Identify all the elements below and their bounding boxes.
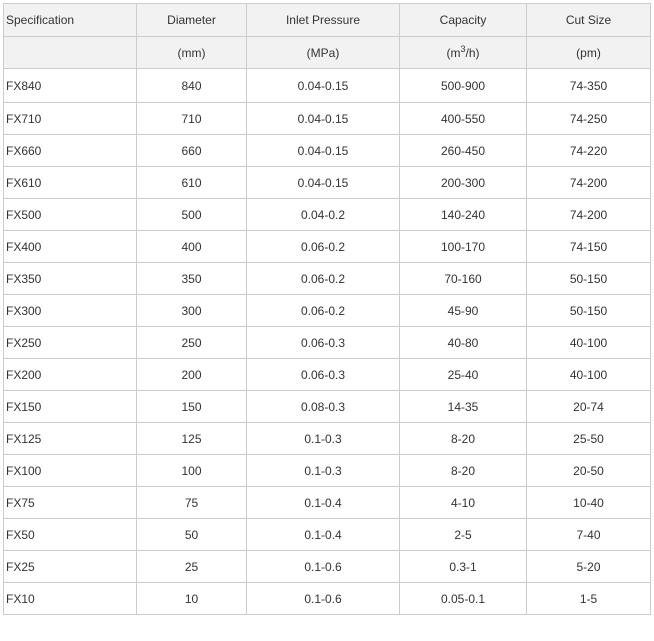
cell-diameter: 350 <box>137 263 247 295</box>
table-row <box>4 519 651 551</box>
cell-diameter: 840 <box>137 69 247 103</box>
cell-capacity: 500-900 <box>400 69 527 103</box>
cell-capacity: 8-20 <box>400 455 527 487</box>
table-row <box>4 487 651 519</box>
cell-diameter: 25 <box>137 551 247 583</box>
cell-diameter: 10 <box>137 583 247 615</box>
cell-specification: FX610 <box>4 167 137 199</box>
table-row <box>4 103 651 135</box>
cell-cut-size: 10-40 <box>527 487 651 519</box>
cell-inlet-pressure: 0.06-0.3 <box>247 327 400 359</box>
cell-capacity: 400-550 <box>400 103 527 135</box>
cell-capacity: 8-20 <box>400 423 527 455</box>
cell-specification: FX350 <box>4 263 137 295</box>
unit-capacity <box>400 37 527 69</box>
cell-specification: FX50 <box>4 519 137 551</box>
cell-inlet-pressure: 0.1-0.6 <box>247 583 400 615</box>
header-diameter: Diameter <box>137 4 247 37</box>
cell-capacity: 100-170 <box>400 231 527 263</box>
cell-specification: FX10 <box>4 583 137 615</box>
header-cut-size: Cut Size <box>527 4 651 37</box>
cell-cut-size: 74-250 <box>527 103 651 135</box>
cell-capacity: 45-90 <box>400 295 527 327</box>
cell-specification: FX710 <box>4 103 137 135</box>
cell-inlet-pressure: 0.04-0.15 <box>247 69 400 103</box>
table-header <box>4 4 651 69</box>
cell-cut-size: 40-100 <box>527 327 651 359</box>
cell-inlet-pressure: 0.04-0.15 <box>247 135 400 167</box>
table-row <box>4 551 651 583</box>
unit-capacity-prefix: (m <box>446 45 461 60</box>
cell-specification: FX100 <box>4 455 137 487</box>
specification-table <box>3 3 651 615</box>
cell-capacity: 25-40 <box>400 359 527 391</box>
table-row <box>4 295 651 327</box>
table-row <box>4 199 651 231</box>
cell-diameter: 200 <box>137 359 247 391</box>
header-unit-row <box>4 37 651 69</box>
cell-cut-size: 40-100 <box>527 359 651 391</box>
table-row <box>4 327 651 359</box>
cell-cut-size: 50-150 <box>527 295 651 327</box>
unit-specification <box>4 37 137 69</box>
cell-inlet-pressure: 0.1-0.3 <box>247 455 400 487</box>
cell-specification: FX840 <box>4 69 137 103</box>
cell-diameter: 100 <box>137 455 247 487</box>
cell-diameter: 150 <box>137 391 247 423</box>
header-specification: Specification <box>4 4 137 37</box>
cell-capacity: 4-10 <box>400 487 527 519</box>
cell-diameter: 610 <box>137 167 247 199</box>
cell-cut-size: 7-40 <box>527 519 651 551</box>
cell-specification: FX200 <box>4 359 137 391</box>
table-row <box>4 167 651 199</box>
cell-inlet-pressure: 0.1-0.4 <box>247 487 400 519</box>
cell-inlet-pressure: 0.04-0.15 <box>247 103 400 135</box>
cell-capacity: 70-160 <box>400 263 527 295</box>
cell-cut-size: 20-50 <box>527 455 651 487</box>
unit-cut-size: (pm) <box>527 37 651 69</box>
cell-specification: FX75 <box>4 487 137 519</box>
cell-capacity: 140-240 <box>400 199 527 231</box>
header-inlet-pressure: Inlet Pressure <box>247 4 400 37</box>
cell-inlet-pressure: 0.06-0.2 <box>247 263 400 295</box>
unit-pressure: (MPa) <box>247 37 400 69</box>
cell-diameter: 400 <box>137 231 247 263</box>
cell-cut-size: 74-220 <box>527 135 651 167</box>
cell-cut-size: 5-20 <box>527 551 651 583</box>
cell-capacity: 40-80 <box>400 327 527 359</box>
cell-inlet-pressure: 0.08-0.3 <box>247 391 400 423</box>
cell-diameter: 500 <box>137 199 247 231</box>
cell-inlet-pressure: 0.1-0.3 <box>247 423 400 455</box>
table-row <box>4 359 651 391</box>
cell-capacity: 260-450 <box>400 135 527 167</box>
table-body <box>4 69 651 615</box>
header-title-row <box>4 4 651 37</box>
cell-cut-size: 74-150 <box>527 231 651 263</box>
cell-capacity: 0.3-1 <box>400 551 527 583</box>
cell-specification: FX150 <box>4 391 137 423</box>
cell-specification: FX660 <box>4 135 137 167</box>
cell-cut-size: 1-5 <box>527 583 651 615</box>
cell-cut-size: 74-350 <box>527 69 651 103</box>
table-row <box>4 263 651 295</box>
cell-inlet-pressure: 0.06-0.3 <box>247 359 400 391</box>
cell-specification: FX125 <box>4 423 137 455</box>
cell-specification: FX25 <box>4 551 137 583</box>
cell-inlet-pressure: 0.06-0.2 <box>247 231 400 263</box>
cell-specification: FX400 <box>4 231 137 263</box>
header-capacity: Capacity <box>400 4 527 37</box>
table-row <box>4 69 651 103</box>
cell-diameter: 300 <box>137 295 247 327</box>
unit-diameter: (mm) <box>137 37 247 69</box>
cell-cut-size: 50-150 <box>527 263 651 295</box>
cell-specification: FX250 <box>4 327 137 359</box>
cell-cut-size: 74-200 <box>527 167 651 199</box>
unit-capacity-superscript: 3 <box>460 43 466 54</box>
cell-diameter: 125 <box>137 423 247 455</box>
cell-inlet-pressure: 0.04-0.2 <box>247 199 400 231</box>
cell-capacity: 200-300 <box>400 167 527 199</box>
table-row <box>4 231 651 263</box>
cell-specification: FX500 <box>4 199 137 231</box>
table-row <box>4 391 651 423</box>
table-row <box>4 423 651 455</box>
cell-cut-size: 74-200 <box>527 199 651 231</box>
cell-specification: FX300 <box>4 295 137 327</box>
cell-diameter: 75 <box>137 487 247 519</box>
cell-diameter: 660 <box>137 135 247 167</box>
cell-cut-size: 25-50 <box>527 423 651 455</box>
cell-diameter: 50 <box>137 519 247 551</box>
unit-capacity-suffix: /h) <box>465 45 480 60</box>
cell-capacity: 14-35 <box>400 391 527 423</box>
cell-inlet-pressure: 0.1-0.4 <box>247 519 400 551</box>
table-row <box>4 455 651 487</box>
table-row <box>4 583 651 615</box>
cell-diameter: 250 <box>137 327 247 359</box>
cell-cut-size: 20-74 <box>527 391 651 423</box>
cell-inlet-pressure: 0.1-0.6 <box>247 551 400 583</box>
cell-capacity: 0.05-0.1 <box>400 583 527 615</box>
cell-capacity: 2-5 <box>400 519 527 551</box>
table-row <box>4 135 651 167</box>
cell-inlet-pressure: 0.06-0.2 <box>247 295 400 327</box>
cell-diameter: 710 <box>137 103 247 135</box>
cell-inlet-pressure: 0.04-0.15 <box>247 167 400 199</box>
